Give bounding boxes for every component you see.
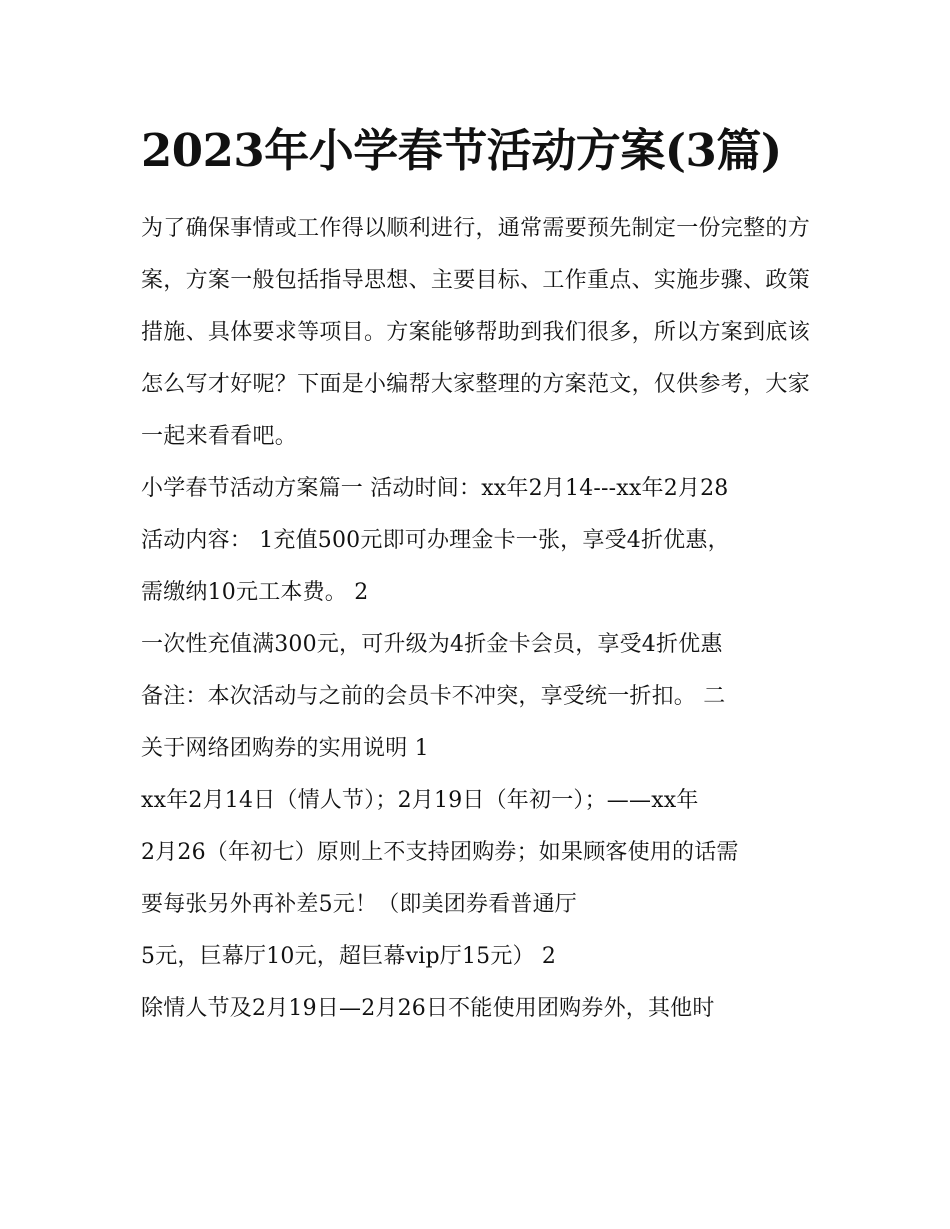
text-line: 一次性充值满300元，可升级为4折金卡会员，享受4折优惠 (141, 632, 723, 657)
text-line: 备注：本次活动与之前的会员卡不冲突，享受统一折扣。 二 (141, 684, 726, 709)
text-line: 2月26（年初七）原则上不支持团购券；如果顾客使用的话需 (141, 840, 739, 865)
text-line: 小学春节活动方案篇一 活动时间：xx年2月14---xx年2月28 (141, 476, 729, 501)
text-line: 需缴纳10元工本费。 2 (141, 580, 369, 605)
document-title: 2023年小学春节活动方案(3篇) (141, 124, 782, 177)
intro-paragraph: 为了确保事情或工作得以顺利进行，通常需要预先制定一份完整的方案，方案一般包括指导思想、主要目标、工作重点、实施步骤、政策措施、具体要求等项目。方案能够帮助到我们很多，所以方案到底该怎么写才好呢？下面是小编帮大家整理的方案范文，仅供参考，大家一起来看看吧。 (141, 216, 811, 449)
document-page (141, 118, 821, 1035)
text-line: xx年2月14日（情人节）；2月19日（年初一）；——xx年 (141, 788, 699, 813)
text-line: 5元，巨幕厅10元，超巨幕vip厅15元） 2 (141, 944, 557, 969)
text-line: 除情人节及2月19日—2月26日不能使用团购券外，其他时 (141, 996, 715, 1021)
text-line: 活动内容： 1充值500元即可办理金卡一张，享受4折优惠， (141, 528, 730, 553)
body-text (141, 463, 821, 1035)
text-line: 要每张另外再补差5元！（即美团券看普通厅 (141, 892, 577, 917)
text-line: 关于网络团购券的实用说明 1 (141, 736, 429, 761)
